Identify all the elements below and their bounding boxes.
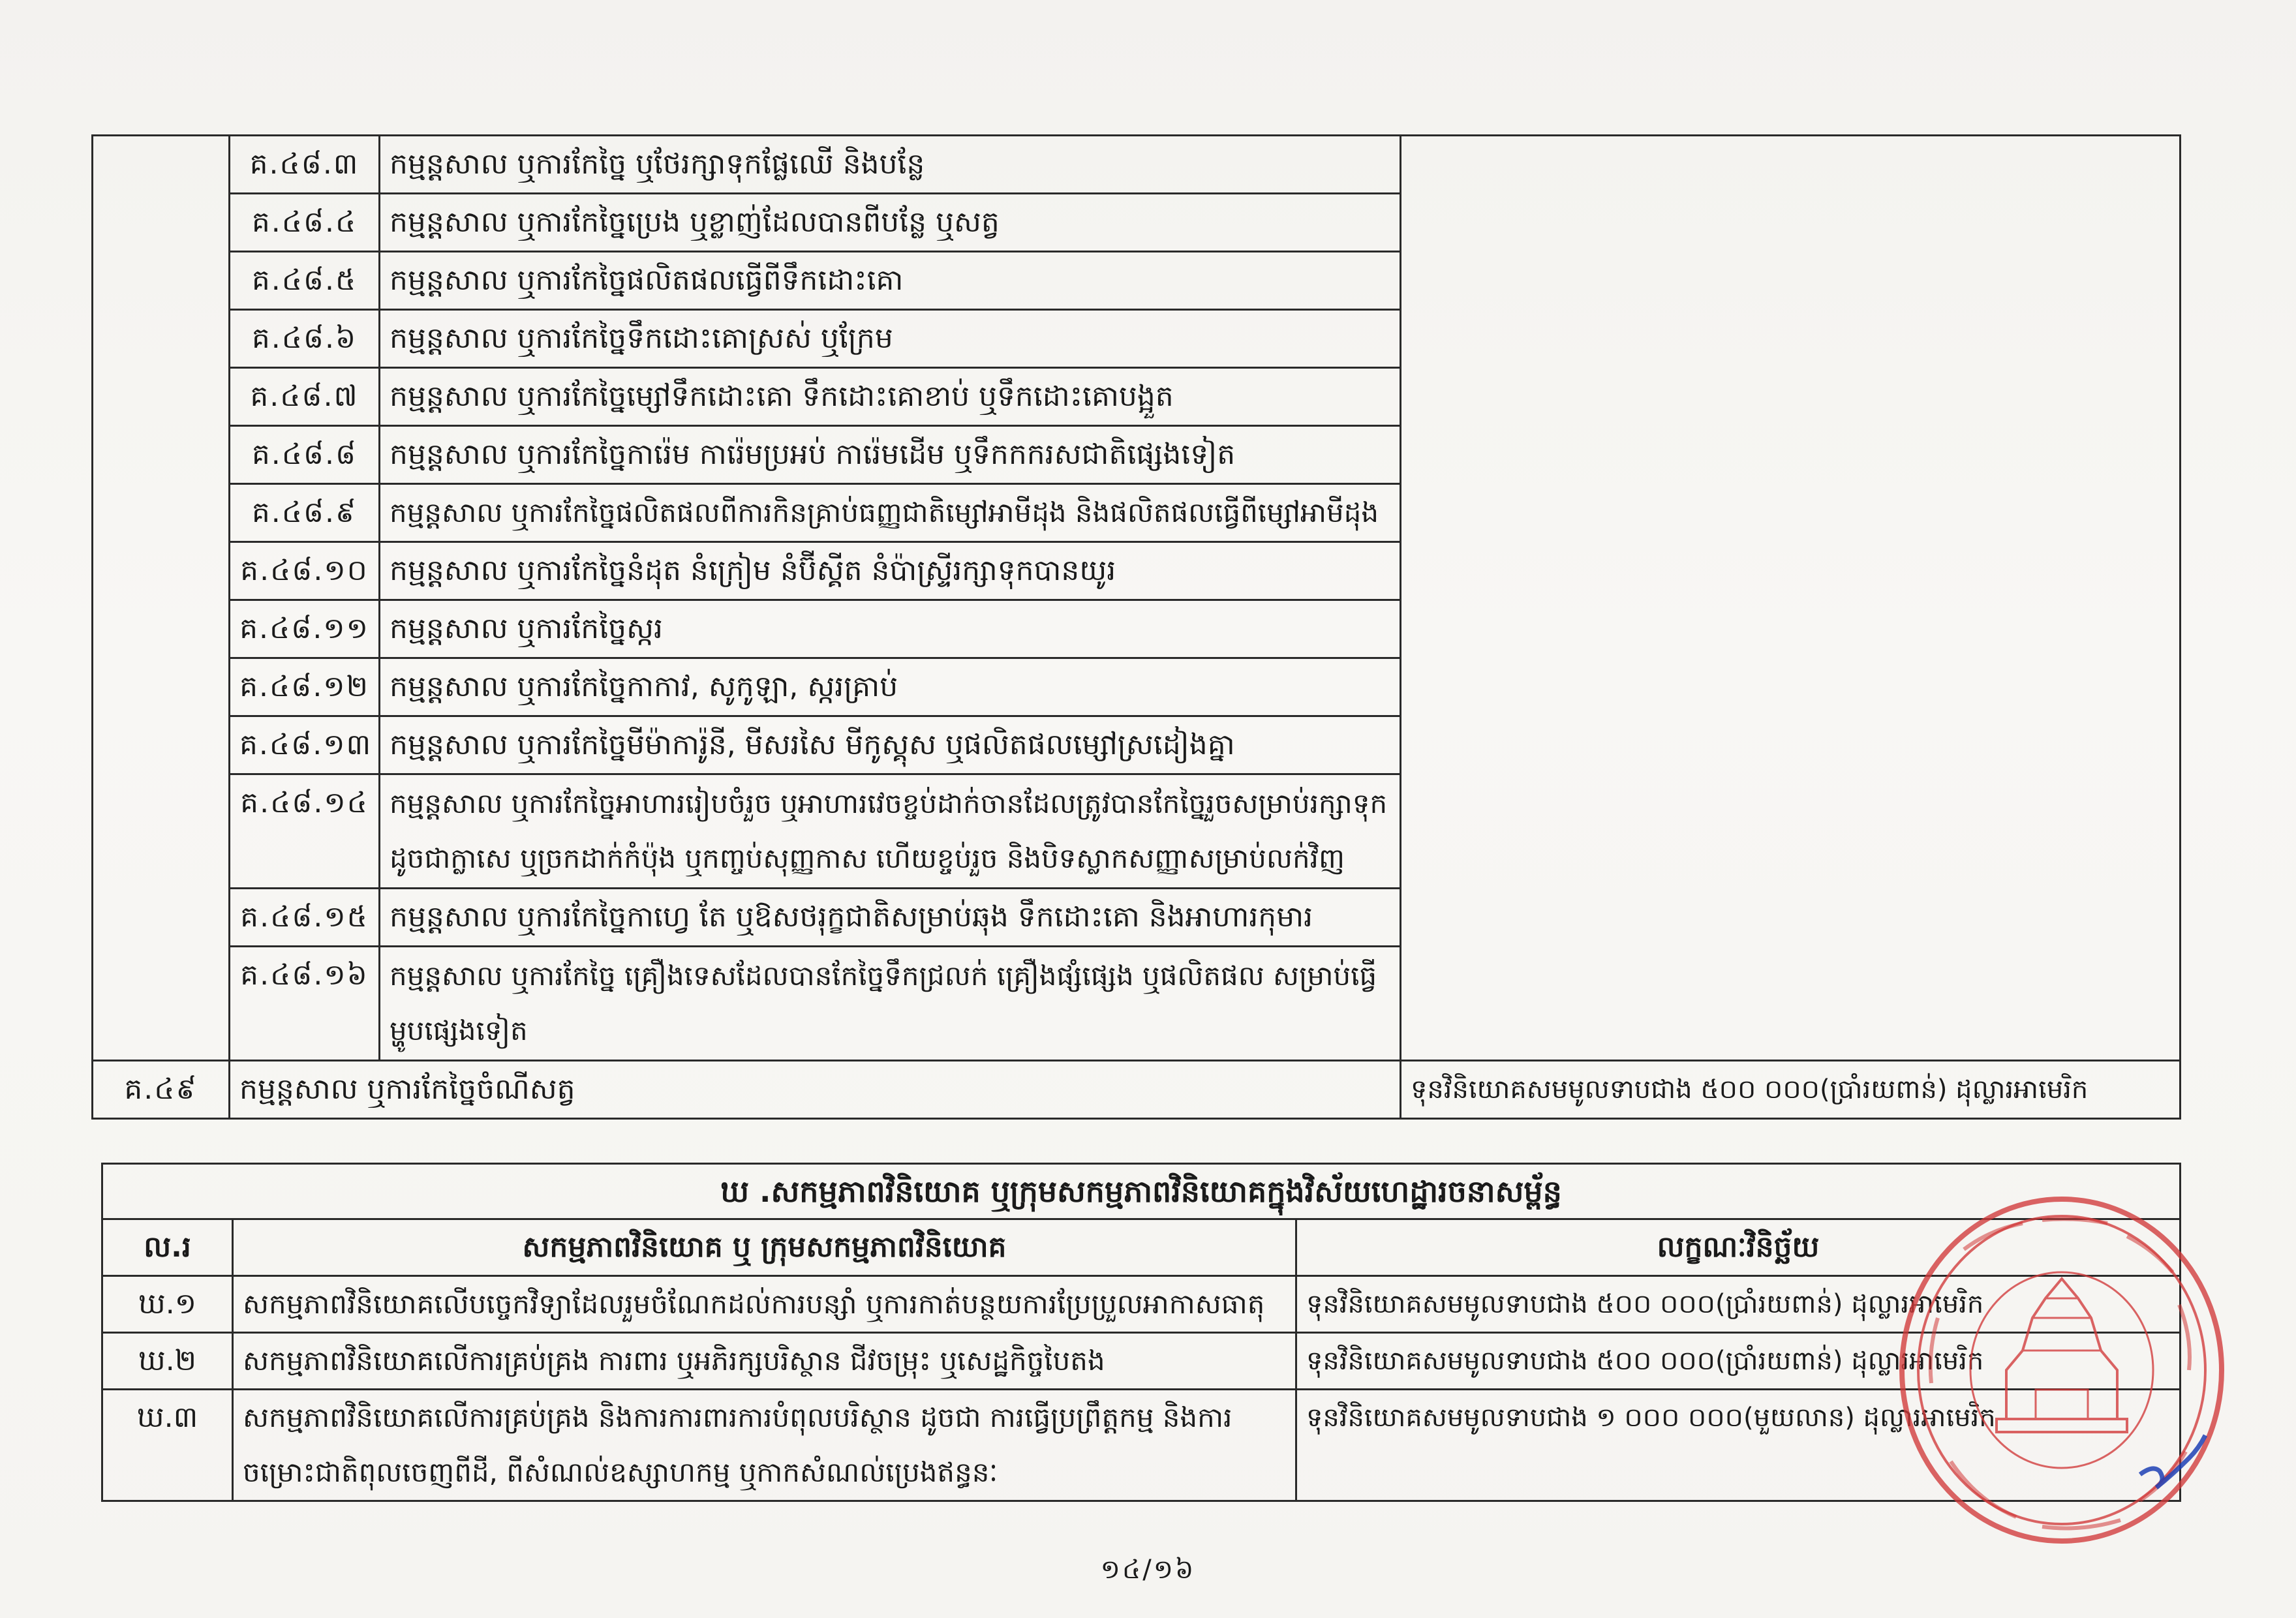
- page-number: ១៤/១៦: [1100, 1555, 1196, 1585]
- food-processing-table: [91, 134, 2181, 1120]
- header-code: ល.រ: [102, 1219, 233, 1276]
- row-code: គ.៤៨.១៦: [230, 947, 380, 1061]
- row-text: កម្មន្តសាល ឬការកែច្នៃផលិតផលធ្វើពីទឹកដោះគោ: [380, 252, 1401, 310]
- row-code: គ.៤៨.៥: [230, 252, 380, 310]
- row-code: គ.៤៨.៩: [230, 484, 380, 542]
- row-text: កម្មន្តសាល ឬការកែច្នៃមីម៉ាការ៉ូនី, មីសរសៃ មីកូស្គុស ឬផលិតផលម្សៅស្រដៀងគ្នា: [380, 716, 1401, 774]
- criteria-blank-cell: [1401, 136, 2181, 1061]
- row-text: កម្មន្តសាល ឬការកែច្នៃនំដុត នំក្រៀម នំប៊ីស្គីត នំប៉ាស្ទ្រីរក្សាទុកបានយូរ: [380, 542, 1401, 600]
- main-row-text: កម្មន្តសាល ឬការកែច្នៃចំណីសត្វ: [230, 1061, 1401, 1119]
- row-code: គ.៤៨.១៤: [230, 774, 380, 889]
- row-text: កម្មន្តសាល ឬការកែច្នៃកាហ្វេ តែ ឬឱសថរុក្ខជាតិសម្រាប់ឆុង ទឹកដោះគោ និងអាហារកុមារ: [380, 889, 1401, 947]
- header-criteria: លក្ខណៈវិនិច្ឆ័យ: [1296, 1219, 2181, 1276]
- row-code: គ.៤៨.១៥: [230, 889, 380, 947]
- header-activity: សកម្មភាពវិនិយោគ ឬ ក្រុមសកម្មភាពវិនិយោគ: [233, 1219, 1296, 1276]
- official-seal-stamp: [1892, 1187, 2231, 1553]
- row-text: កម្មន្តសាល ឬការកែច្នៃ ឬថែរក្សាទុកផ្លែឈើ និងបន្លែ: [380, 136, 1401, 194]
- row-text: កម្មន្តសាល ឬការកែច្នៃស្ករ: [380, 600, 1401, 658]
- row-text: កម្មន្តសាល ឬការកែច្នៃ គ្រឿងទេសដែលបានកែច្នៃទឹកជ្រលក់ គ្រឿងផ្សំផ្សេង ឬផលិតផល សម្រាប់ធ្វើម្ហូបផ្សេងទៀត: [380, 947, 1401, 1061]
- row-criteria: ទុនវិនិយោគសមមូលទាបជាង ៥០០ ០០០(ប្រាំរយពាន់) ដុល្លារអាមេរិក: [1296, 1333, 2181, 1390]
- row-code: គ.៤៨.១២: [230, 658, 380, 716]
- row-text: កម្មន្តសាល ឬការកែច្នៃប្រេង ឬខ្លាញ់ដែលបានពីបន្លែ ឬសត្វ: [380, 194, 1401, 252]
- row-text: កម្មន្តសាល ឬការកែច្នៃម្សៅទឹកដោះគោ ទឹកដោះគោខាប់ ឬទឹកដោះគោបង្អួត: [380, 368, 1401, 426]
- row-text: កម្មន្តសាល ឬការកែច្នៃអាហាររៀបចំរួច ឬអាហារវេចខ្ចប់ដាក់ចានដែលត្រូវបានកែច្នៃរួចសម្រាប់រក្សាទុកដូចជាក្លាសេ ឬច្រកដាក់កំប៉ុង ឬកញ្ចប់សុញ្ញកាស ហើយខ្ចប់រួច និងបិទស្លាកសញ្ញាសម្រាប់លក់វិញ: [380, 774, 1401, 889]
- row-code: គ.៤៨.១៣: [230, 716, 380, 774]
- row-activity: សកម្មភាពវិនិយោគលើការគ្រប់គ្រង ការពារ ឬអភិរក្សបរិស្ថាន ជីវចម្រុះ ឬសេដ្ឋកិច្ចបៃតង: [233, 1333, 1296, 1390]
- row-code: ឃ.១: [102, 1276, 233, 1333]
- row-code: គ.៤៨.១០: [230, 542, 380, 600]
- row-activity: សកម្មភាពវិនិយោគលើការគ្រប់គ្រង និងការការពារការបំពុលបរិស្ថាន ដូចជា ការធ្វើប្រព្រឹត្តកម្ម និងការចម្រោះជាតិពុលចេញពីដី, ពីសំណល់ឧស្សាហកម្ម ឬកាកសំណល់ប្រេងឥន្ធនៈ: [233, 1390, 1296, 1501]
- row-code: គ.៤៨.៣: [230, 136, 380, 194]
- row-code: គ.៤៨.១១: [230, 600, 380, 658]
- main-row-code: គ.៤៩: [93, 1061, 230, 1119]
- row-code: គ.៤៨.៧: [230, 368, 380, 426]
- section-title: ឃ .សកម្មភាពវិនិយោគ ឬក្រុមសកម្មភាពវិនិយោគក្នុងវិស័យហេដ្ឋារចនាសម្ព័ន្ធ: [102, 1164, 2181, 1219]
- row-text: កម្មន្តសាល ឬការកែច្នៃការ៉េម ការ៉េមប្រអប់ ការ៉េមដើម ឬទឹកកករសជាតិផ្សេងទៀត: [380, 426, 1401, 484]
- row-code: គ.៤៨.៤: [230, 194, 380, 252]
- row-code: គ.៤៨.៨: [230, 426, 380, 484]
- row-code: គ.៤៨.៦: [230, 310, 380, 368]
- row-text: កម្មន្តសាល ឬការកែច្នៃទឹកដោះគោស្រស់ ឬក្រែម: [380, 310, 1401, 368]
- parent-code-cell: [93, 136, 230, 1061]
- row-text: កម្មន្តសាល ឬការកែច្នៃកាកាវ, សូកូឡា, ស្ករគ្រាប់: [380, 658, 1401, 716]
- row-code: ឃ.៣: [102, 1390, 233, 1501]
- infrastructure-table: [101, 1163, 2181, 1502]
- row-text: កម្មន្តសាល ឬការកែច្នៃផលិតផលពីការកិនគ្រាប់ធញ្ញជាតិម្សៅអាមីដុង និងផលិតផលធ្វើពីម្សៅអាមីដុង: [380, 484, 1401, 542]
- row-criteria: ទុនវិនិយោគសមមូលទាបជាង ១ ០០០ ០០០(មួយលាន) ដុល្លារអាមេរិក: [1296, 1390, 2181, 1501]
- row-activity: សកម្មភាពវិនិយោគលើបច្ចេកវិទ្យាដែលរួមចំណែកដល់ការបន្សាំ ឬការកាត់បន្ថយការប្រែប្រួលអាកាសធាតុ: [233, 1276, 1296, 1333]
- main-row-criteria: ទុនវិនិយោគសមមូលទាបជាង ៥០០ ០០០(ប្រាំរយពាន់) ដុល្លារអាមេរិក: [1401, 1061, 2181, 1119]
- row-criteria: ទុនវិនិយោគសមមូលទាបជាង ៥០០ ០០០(ប្រាំរយពាន់) ដុល្លារអាមេរិក: [1296, 1276, 2181, 1333]
- row-code: ឃ.២: [102, 1333, 233, 1390]
